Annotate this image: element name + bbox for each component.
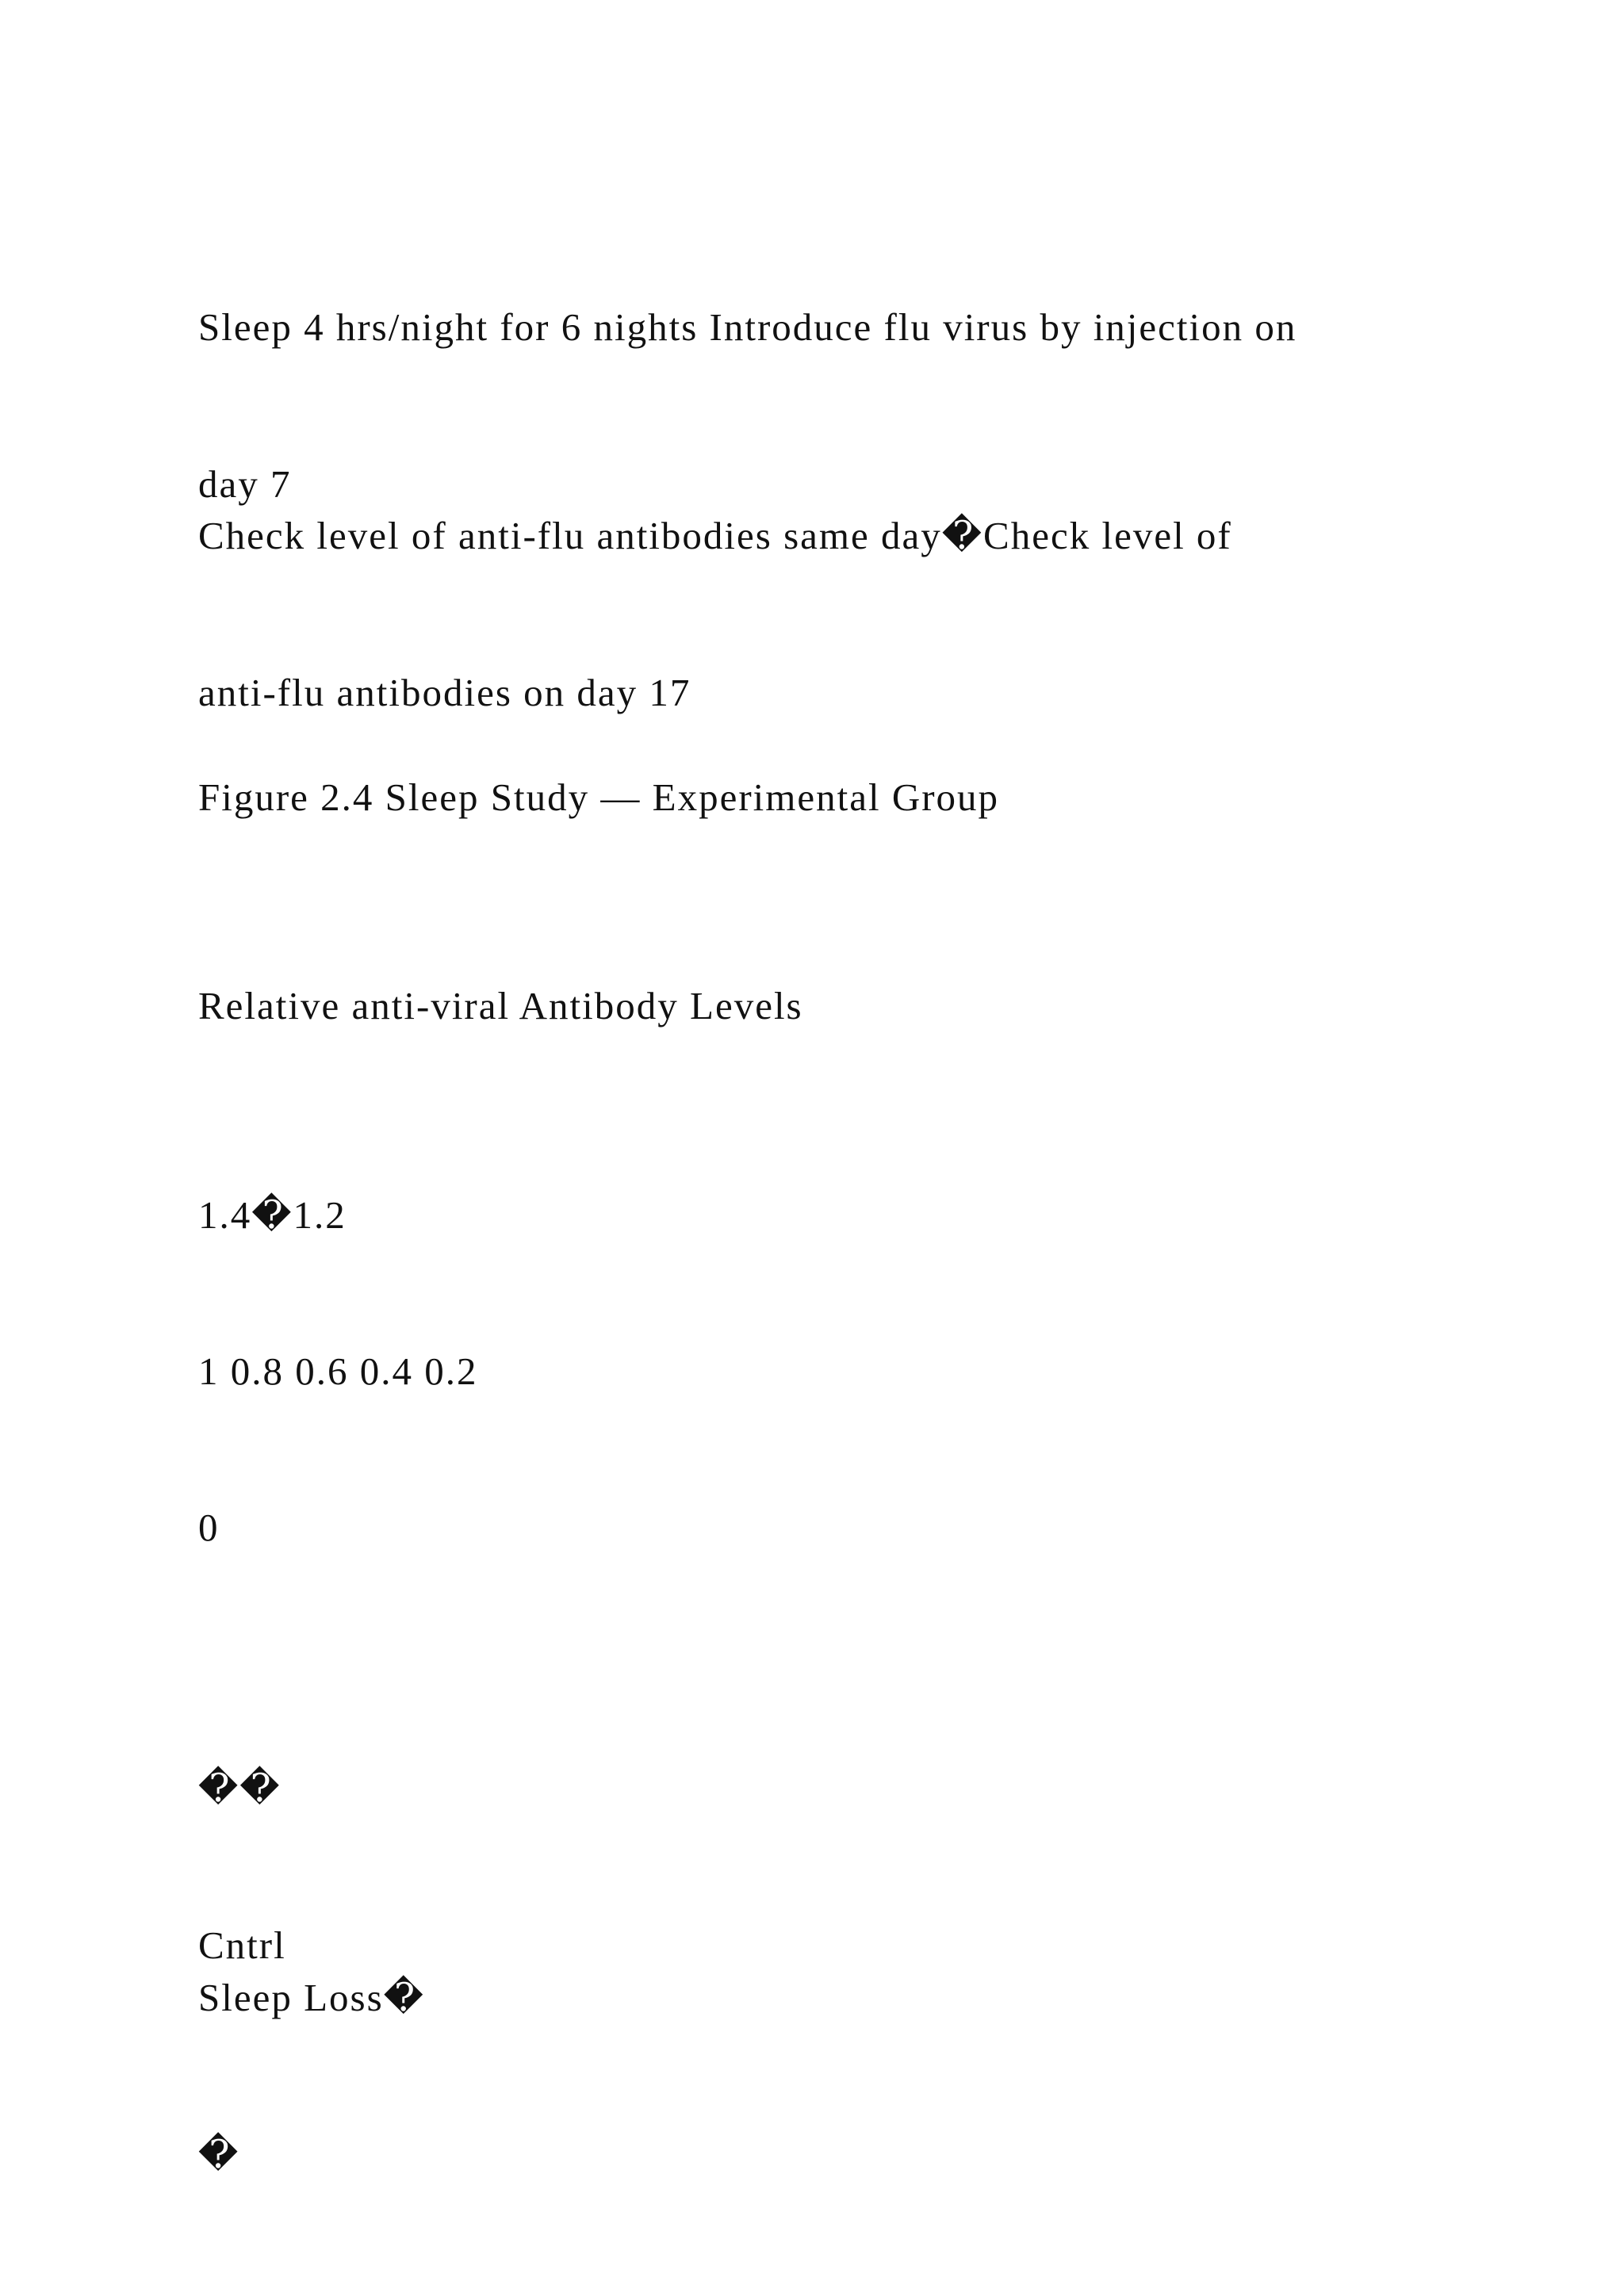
tick-value-zero — [198, 1397, 1435, 1659]
text-line: Relative anti-viral Antibody Levels — [198, 984, 803, 1027]
text-line: day 7 — [198, 462, 292, 506]
text-line: Cntrl — [198, 1923, 286, 1967]
text-line: Sleep 4 hrs/night for 6 nights Introduce flu virus by injection on — [198, 305, 1297, 349]
text-line: 1.4�1.2 — [198, 1193, 347, 1237]
text-line: 0 — [198, 1506, 220, 1549]
text-line: Check level of anti-flu antibodies same day�Check level of — [198, 514, 1232, 557]
text-line: Sleep Loss� — [198, 1976, 425, 2019]
text-line: �� — [198, 1766, 282, 1810]
text-line: � — [198, 2133, 240, 2176]
text-line: 1 0.8 0.6 0.4 0.2 — [198, 1349, 478, 1393]
category-label-sleep-loss — [198, 1867, 1435, 2286]
text-line: anti-flu antibodies on day 17 — [198, 671, 691, 714]
text-line: Figure 2.4 Sleep Study — Experimental Group — [198, 775, 1000, 819]
